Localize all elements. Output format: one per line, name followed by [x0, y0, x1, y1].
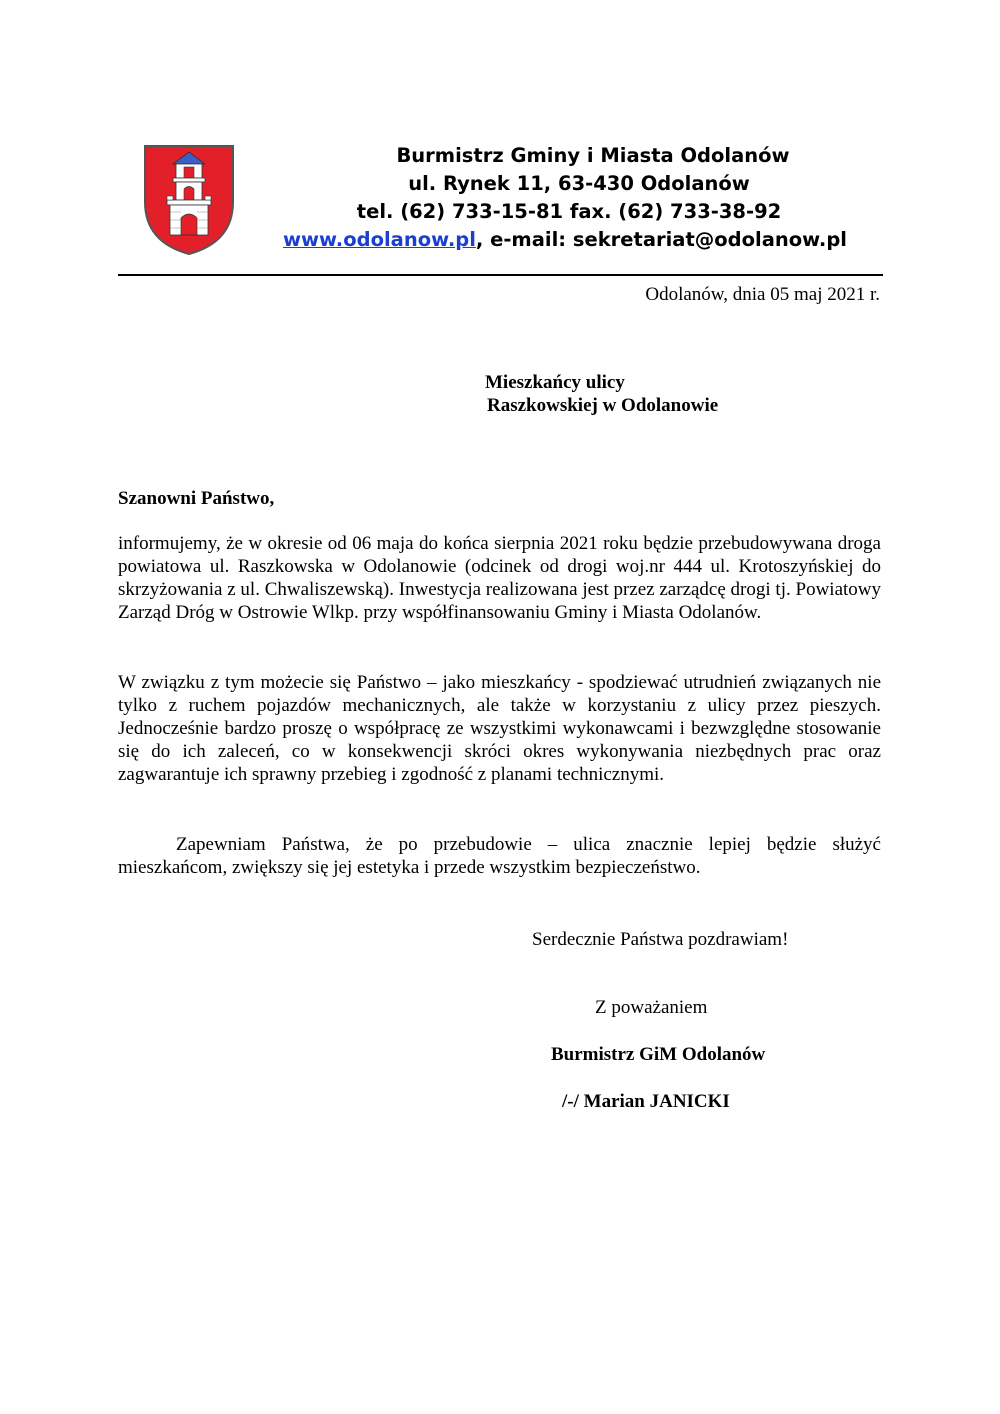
website-link[interactable]: www.odolanow.pl	[283, 228, 476, 251]
signatory-name: /-/ Marian JANICKI	[562, 1091, 730, 1112]
letterhead-phone-fax: tel. (62) 733-15-81 fax. (62) 733-38-92	[356, 200, 782, 223]
letterhead-contact	[250, 228, 880, 251]
recipient-block	[485, 371, 718, 417]
header-divider	[118, 274, 883, 276]
letter-date: Odolanów, dnia 05 maj 2021 r.	[645, 284, 880, 305]
signatory-title: Burmistrz GiM Odolanów	[551, 1044, 766, 1065]
regards: Z poważaniem	[595, 997, 708, 1018]
letterhead-address: ul. Rynek 11, 63-430 Odolanów	[408, 172, 750, 195]
salutation: Szanowni Państwo,	[118, 488, 275, 509]
letterhead-office: Burmistrz Gminy i Miasta Odolanów	[396, 144, 790, 167]
recipient-line-2: Raszkowskiej w Odolanowie	[487, 395, 719, 416]
closing-greeting: Serdecznie Państwa pozdrawiam!	[532, 929, 789, 950]
coat-of-arms-icon	[143, 144, 235, 256]
email-text: , e-mail: sekretariat@odolanow.pl	[475, 228, 847, 251]
recipient-line-1: Mieszkańcy ulicy	[485, 372, 625, 393]
body-paragraph-2: W związku z tym możecie się Państwo – jako mieszkańcy - spodziewać utrudnień związanych nie tylko z ruchem pojazdów mechanicznych, ale także w korzystaniu z ulicy przez pieszych. Jednocześnie bardzo proszę o współpracę ze wszystkimi wykonawcami i bezwzględne stosowanie się do ich zaleceń, co w konsekwencji skróci okres wykonywania niezbędnych prac oraz zagwarantuje ich sprawny przebieg i zgodność z planami technicznymi.	[118, 672, 881, 785]
body-paragraph-1: informujemy, że w okresie od 06 maja do końca sierpnia 2021 roku będzie przebudowywana droga powiatowa ul. Raszkowska w Odolanowie (odcinek od drogi woj.nr 444 ul. Krotoszyńskiej do skrzyżowania z ul. Chwaliszewską). Inwestycja realizowana jest przez zarządcę drogi tj. Powiatowy Zarząd Dróg w Ostrowie Wlkp. przy współfinansowaniu Gminy i Miasta Odolanów.	[118, 533, 881, 623]
body-paragraph-3: Zapewniam Państwa, że po przebudowie – ulica znacznie lepiej będzie służyć mieszkańcom, zwiększy się jej estetyka i przede wszystkim bezpieczeństwo.	[118, 834, 881, 878]
